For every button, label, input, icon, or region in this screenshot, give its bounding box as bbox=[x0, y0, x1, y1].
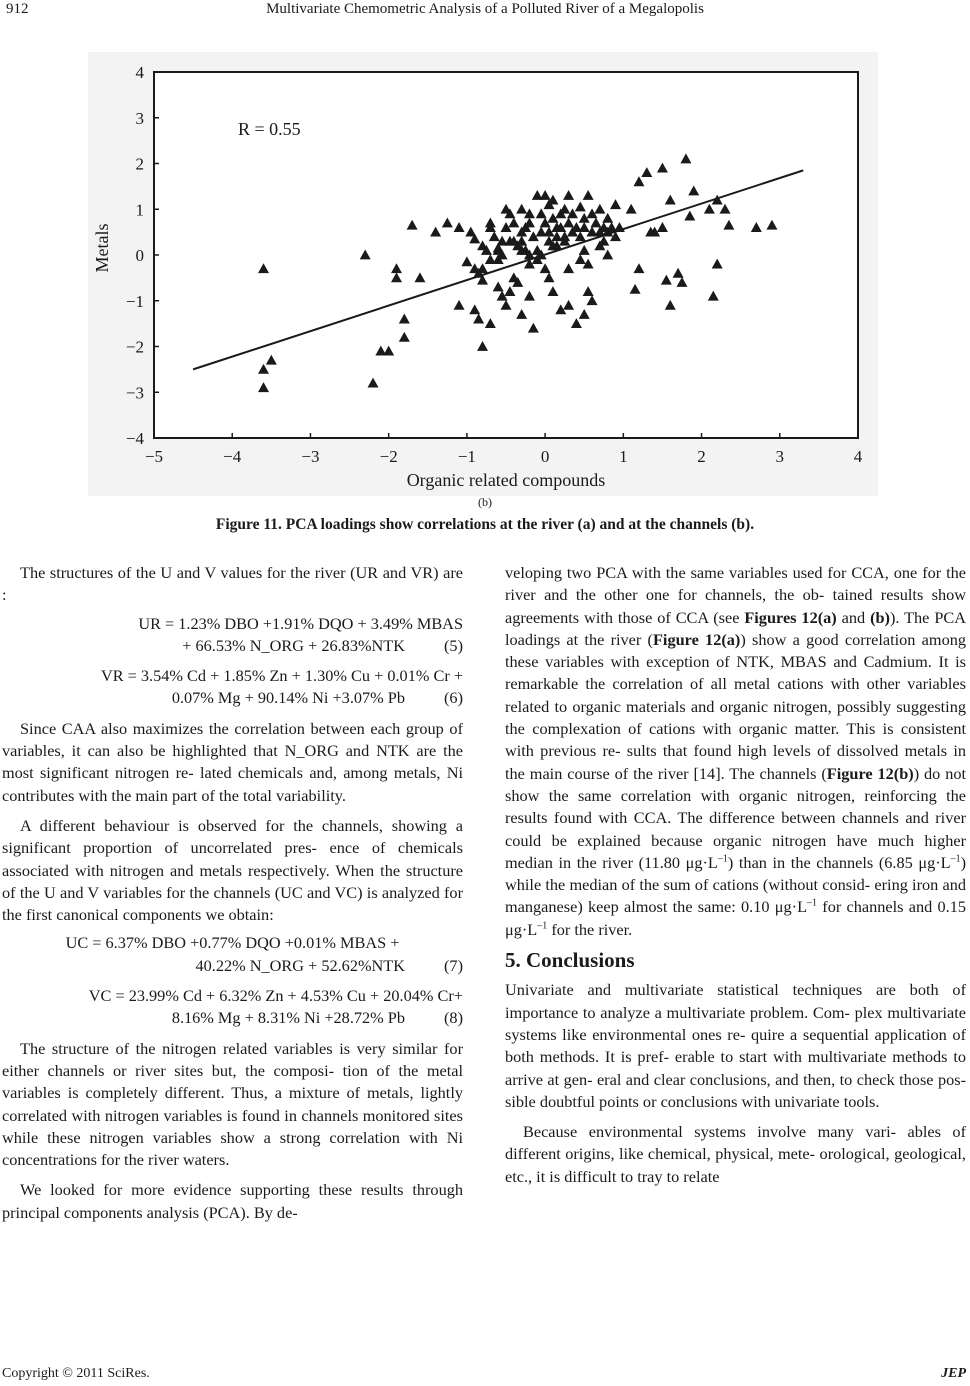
text-run: for channels and 0.15 μg·L bbox=[505, 897, 966, 939]
text-run: ) do not show the same correlation with organic nitrogen, reinforcing the results found with CCA. The difference between channels and river could be explained because organic nitrogen have much higher median in the river (11.80 μg·L bbox=[505, 763, 967, 872]
equation-number: (6) bbox=[444, 688, 463, 708]
x-tick-label: −5 bbox=[144, 447, 164, 466]
running-title: Multivariate Chemometric Analysis of a Polluted River of a Megalopolis bbox=[266, 1, 704, 17]
text-run: and bbox=[836, 607, 871, 627]
x-tick-label: −4 bbox=[223, 447, 242, 466]
y-tick-label: −3 bbox=[125, 383, 144, 403]
text-run: ) than in the channels (6.85 μg·L bbox=[727, 852, 951, 872]
y-tick-label: −2 bbox=[125, 337, 144, 357]
x-tick-label: 1 bbox=[619, 447, 628, 466]
page-header bbox=[0, 0, 970, 24]
equation-line: + 66.53% N_ORG + 26.83%NTK bbox=[182, 635, 405, 655]
y-tick-label: −1 bbox=[125, 291, 144, 311]
y-tick-label: 3 bbox=[135, 108, 144, 128]
figure-ref[interactable]: Figures 12(a) bbox=[744, 607, 837, 627]
equation-line: 8.16% Mg + 8.31% Ni +28.72% Pb bbox=[171, 1008, 405, 1028]
equation-8 bbox=[2, 985, 463, 1030]
scatter-chart bbox=[88, 52, 878, 496]
journal-abbrev: JEP bbox=[941, 1366, 966, 1381]
right-column bbox=[505, 562, 966, 1196]
paragraph bbox=[505, 562, 966, 941]
y-tick-label: 4 bbox=[135, 63, 144, 82]
equation-line: UC = 6.37% DBO +0.77% DQO +0.01% MBAS + bbox=[65, 933, 400, 953]
figure-ref[interactable]: Figure 12(a) bbox=[652, 629, 741, 649]
text-run: ). The PCA loadings at the river ( bbox=[505, 607, 966, 649]
text-run: veloping two PCA with the same variables used for CCA, one for the river and the other one for channels, the ob- tained results show agreements with those of CCA (see bbox=[505, 563, 966, 627]
section-heading: 5. Conclusions bbox=[505, 948, 635, 973]
text-run: ) while the median of the sum of cations (without consid- ering iron and manganese) keep almost the same: 0.10 μg·L bbox=[505, 852, 967, 917]
text-run: for the river. bbox=[547, 919, 633, 939]
equation-line: 40.22% N_ORG + 52.62%NTK bbox=[195, 955, 405, 975]
superscript: –1 bbox=[950, 853, 961, 865]
equation-line: 0.07% Mg + 90.14% Ni +3.07% Pb bbox=[171, 688, 405, 708]
x-tick-label: −2 bbox=[379, 447, 398, 466]
paragraph: We looked for more evidence supporting these results through principal components analysis (PCA). By de- bbox=[2, 1180, 463, 1222]
equation-6 bbox=[2, 665, 463, 710]
y-axis-label: Metals bbox=[92, 223, 112, 273]
superscript: –1 bbox=[717, 853, 728, 865]
paragraph: A different behaviour is observed for the channels, showing a significant proportion of uncorrelated pres- ence of chemicals associated with nitrogen and metals respectively. When the structure of the U and V variables for the channels (UC and VC) is analyzed for the first canonical components we obtain: bbox=[2, 815, 463, 925]
superscript: –1 bbox=[537, 920, 548, 932]
x-tick-label: −3 bbox=[301, 447, 320, 466]
figure-ref[interactable]: (b) bbox=[870, 607, 890, 627]
paragraph: Because environmental systems involve many vari- ables of different origins, like chemical, physical, mete- orological, geological, etc., it is difficult to tray to relate bbox=[505, 1122, 966, 1186]
figure-ref[interactable]: Figure 12(b) bbox=[826, 763, 914, 783]
equation-line: VR = 3.54% Cd + 1.85% Zn + 1.30% Cu + 0.01% Cr + bbox=[100, 666, 463, 686]
equation-5 bbox=[2, 613, 463, 658]
x-tick-label: 2 bbox=[697, 447, 706, 466]
y-tick-label: 1 bbox=[135, 200, 144, 220]
chart-annotation: R = 0.55 bbox=[238, 119, 301, 139]
superscript: –1 bbox=[807, 898, 818, 910]
y-tick-label: 0 bbox=[135, 246, 144, 265]
x-tick-label: 3 bbox=[775, 447, 785, 466]
x-tick-label: 4 bbox=[853, 447, 863, 466]
page-number: 912 bbox=[6, 1, 29, 17]
paragraph: Since CAA also maximizes the correlation between each group of variables, it can also be highlighted that N_ORG and NTK are the most significant nitrogen re- lated chemicals and, among metals, Ni contributes with the main part of the total variability. bbox=[2, 718, 463, 805]
x-axis-label: Organic related compounds bbox=[406, 470, 606, 490]
y-tick-label: −4 bbox=[125, 429, 144, 448]
paragraph: The structure of the nitrogen related variables is very similar for either channels or river sites but, the composi- tion of the metal variables is completely different. Thus, a mixture of metals, lightly correlated with nitrogen variables is found in channels monitored sites while these nitrogen variables show a strong correlation with Ni concentrations for the river waters. bbox=[2, 1038, 463, 1170]
equation-line: UR = 1.23% DBO +1.91% DQO + 3.49% MBAS bbox=[138, 613, 463, 633]
left-column bbox=[2, 562, 463, 1232]
x-tick-label: 0 bbox=[540, 447, 550, 466]
x-tick-label: −1 bbox=[457, 447, 476, 466]
figure-panel-label: (b) bbox=[478, 495, 492, 509]
paragraph: The structures of the U and V values for the river (UR and VR) are : bbox=[2, 563, 463, 605]
text-run: ) show a good correlation among these variables with exception of NTK, MBAS and Cadmium. It is remarkable the correlation of all metal cations with other variables related to organic materials and organic nitrogen, possibly suggesting the complexation of cations with organic matter. This is consistent with previous re- sults that found high levels of dissolved metals in the main course of the river [14]. The channels ( bbox=[505, 629, 966, 783]
equation-7 bbox=[2, 932, 463, 977]
equation-line: VC = 23.99% Cd + 6.32% Zn + 4.53% Cu + 20.04% Cr+ bbox=[88, 986, 463, 1006]
figure-caption: Figure 11. PCA loadings show correlations at the river (a) and at the channels (b). bbox=[215, 516, 755, 533]
paragraph: Univariate and multivariate statistical techniques are both of importance to analyze a multivariate problem. Com- plex multivariate systems like environmental ones re- quire a sequential application of both methods. It is pref- erable to start with multivariate methods to arrive at gen- eral and clear conclusions, and then, to check those pos- sible doubtful points or conclusions with univariate tools. bbox=[505, 980, 966, 1111]
equation-number: (8) bbox=[444, 1008, 463, 1028]
equation-number: (7) bbox=[444, 955, 463, 975]
copyright: Copyright © 2011 SciRes. bbox=[2, 1366, 150, 1381]
figure-11b bbox=[88, 52, 878, 496]
y-tick-label: 2 bbox=[135, 154, 144, 174]
equation-number: (5) bbox=[444, 635, 463, 655]
